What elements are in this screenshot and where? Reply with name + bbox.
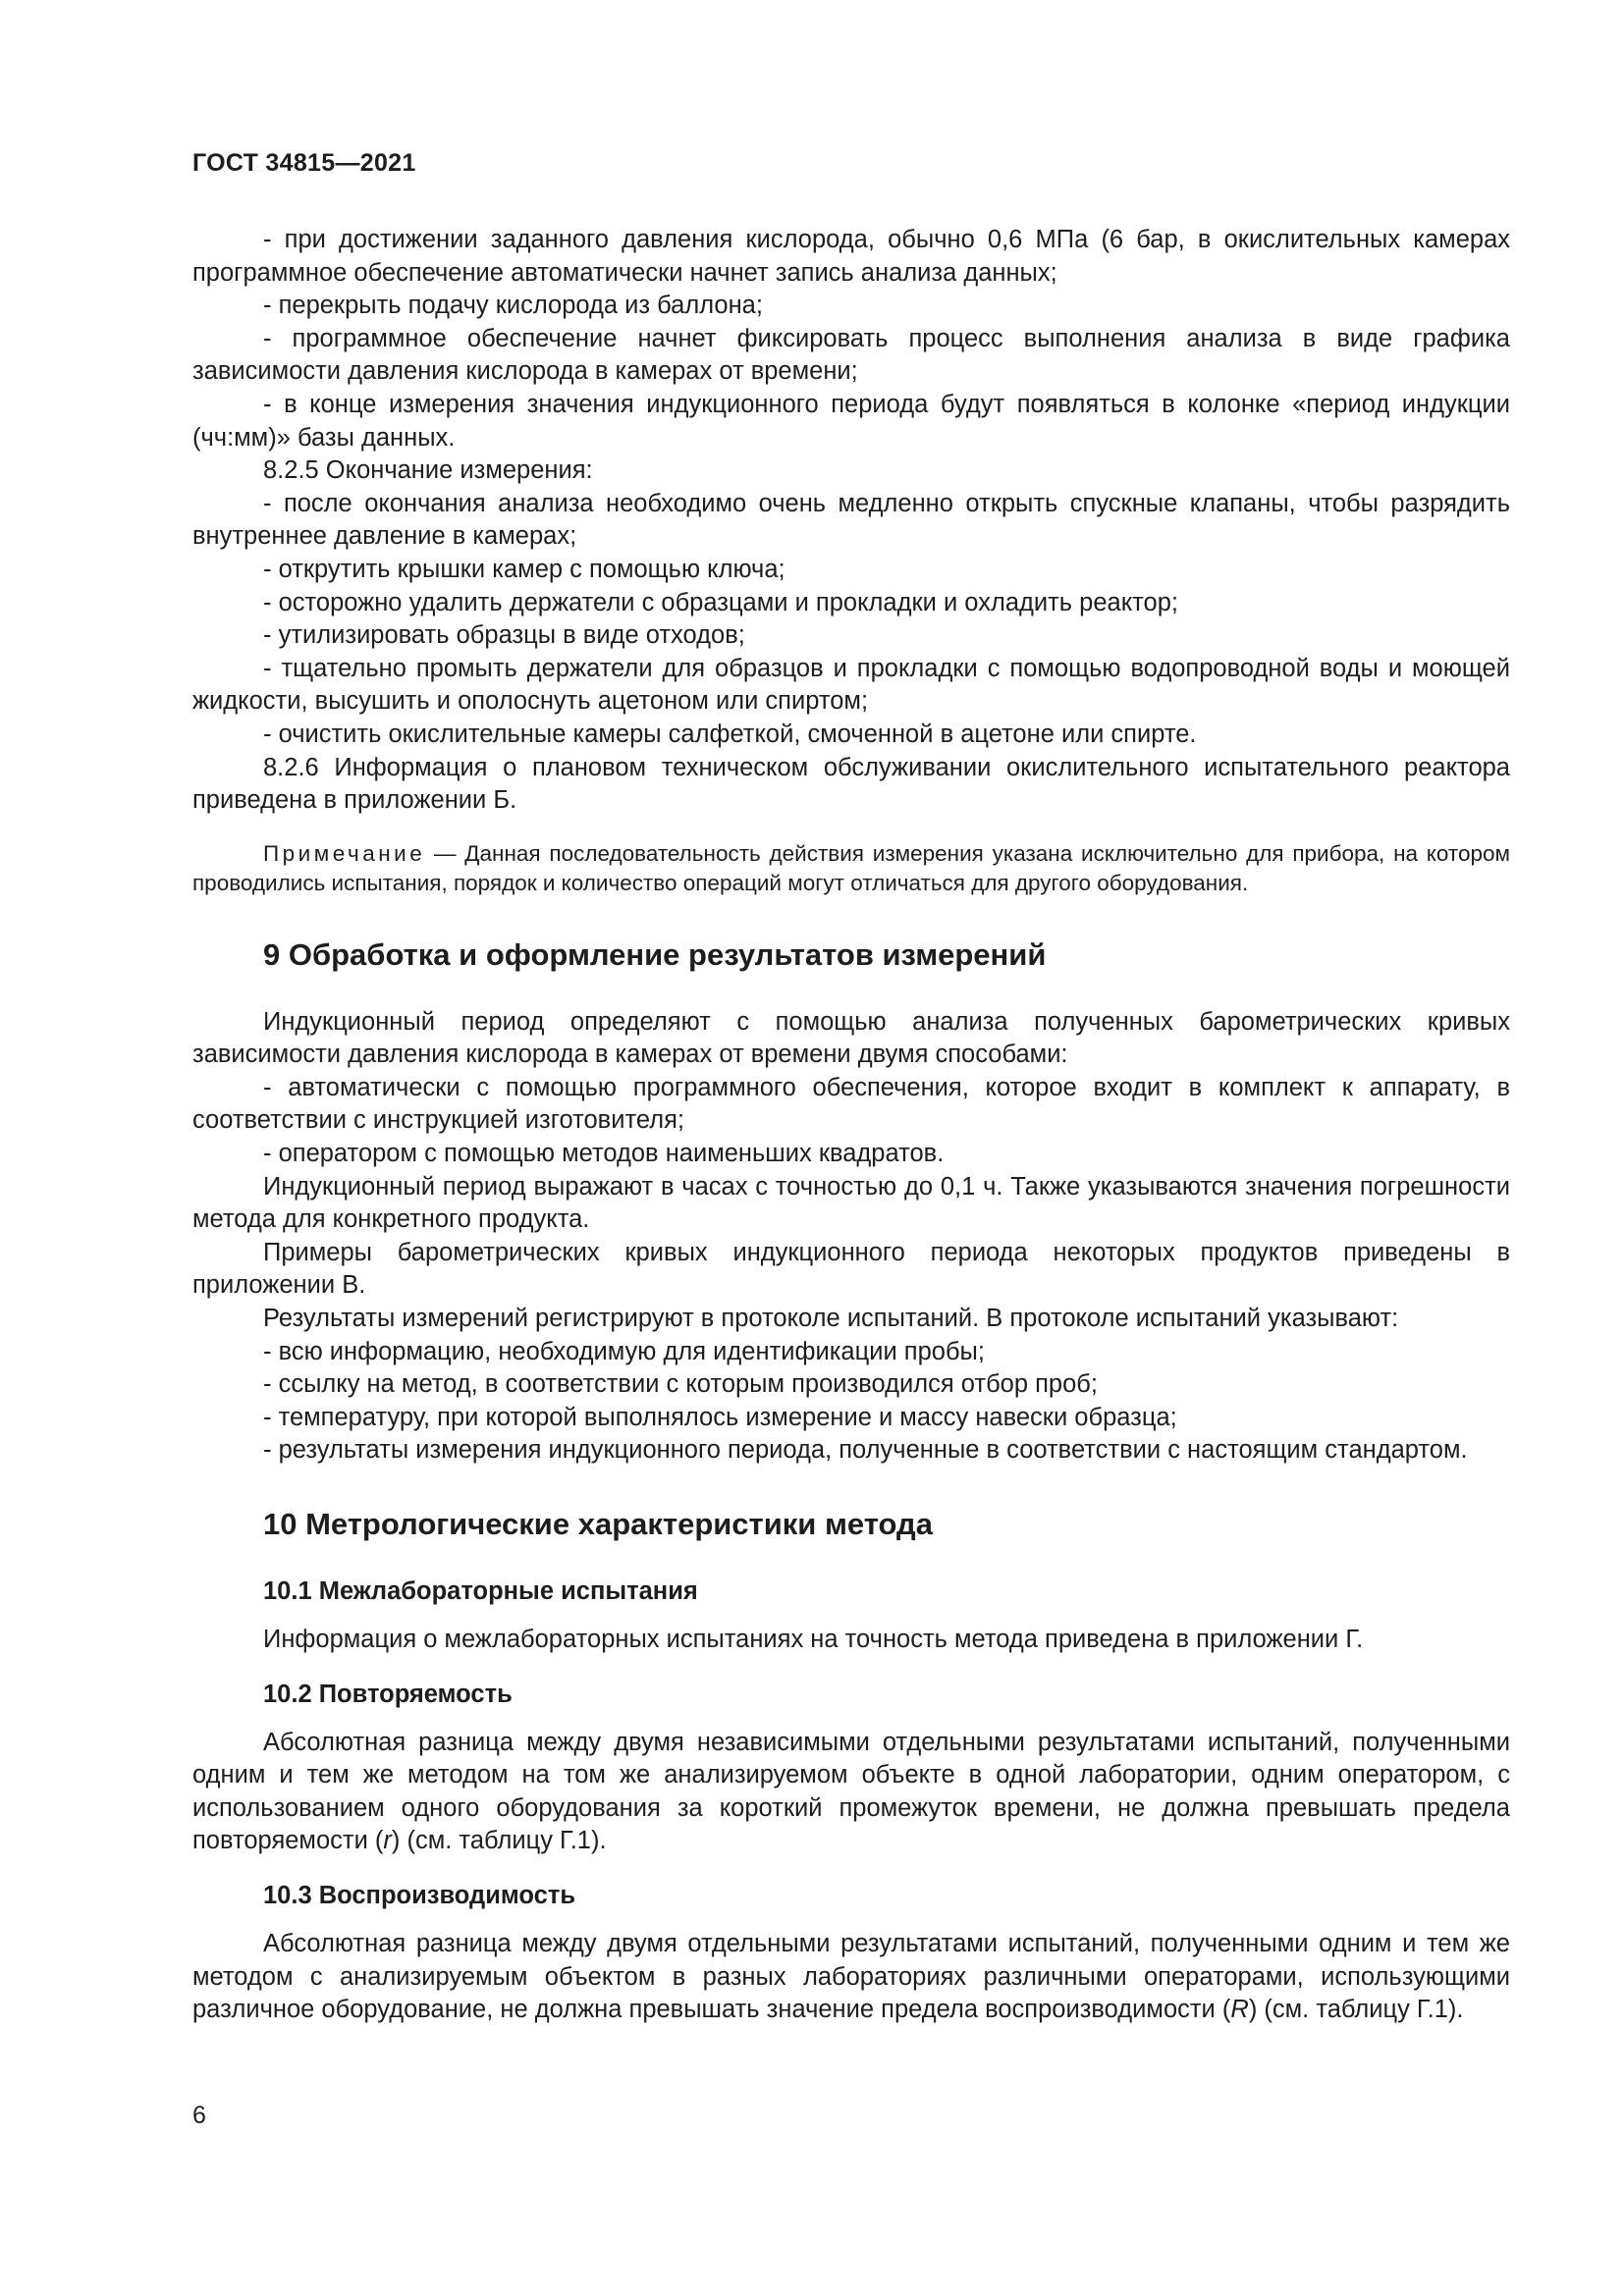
paragraph: - температуру, при которой выполнялось измерение и массу навески образца; (263, 1403, 1177, 1431)
symbol-R: R (1230, 1996, 1249, 2024)
symbol-r: r (383, 1827, 392, 1855)
paragraph: - утилизировать образцы в виде отходов; (263, 621, 745, 650)
subsection-10-1-title: 10.1 Межлабораторные испытания (263, 1577, 698, 1605)
paragraph: - программное обеспечение начнет фиксировать процесс выполнения анализа в виде графика зависимости давления кислорода в камерах от времени; (192, 324, 1510, 386)
page-number: 6 (192, 2102, 206, 2129)
paragraph: - результаты измерения индукционного периода, полученные в соответствии с настоящим стандартом. (263, 1436, 1468, 1465)
subsection-10-2-title: 10.2 Повторяемость (263, 1680, 513, 1708)
paragraph: Информация о межлабораторных испытаниях на точность метода приведена в приложении Г. (263, 1626, 1364, 1653)
paragraph: - в конце измерения значения индукционного периода будут появляться в колонке «период индукции (чч:мм)» базы данных. (192, 390, 1510, 452)
paragraph: - всю информацию, необходимую для идентификации пробы; (263, 1337, 985, 1365)
text-span: ) (см. таблицу Г.1). (1248, 1996, 1464, 2024)
paragraph: - тщательно промыть держатели для образцов и прокладки с помощью водопроводной воды и моющей жидкости, высушить и ополоснуть ацетоном или спиртом; (192, 654, 1510, 716)
paragraph: - осторожно удалить держатели с образцами и прокладки и охладить реактор; (263, 588, 1179, 616)
section-10-title: 10 Метрологические характеристики метода (263, 1507, 933, 1541)
note (192, 839, 1510, 898)
clause-8-2-5: 8.2.5 Окончание измерения: (263, 456, 593, 485)
text-span: Абсолютная разница между двумя независимыми отдельными результатами испытаний, полученными одним и тем же методом на том же анализируемом объекте в одной лаборатории, одним оператором, с использованием одного оборудования за короткий промежуток времени, не должна превышать предела повторяемости ( (192, 1728, 1510, 1855)
paragraph: Примеры барометрических кривых индукционного периода некоторых продуктов приведены в приложении В. (192, 1238, 1510, 1300)
paragraph: - ссылку на метод, в соответствии с которым производился отбор проб; (263, 1370, 1098, 1399)
paragraph: - после окончания анализа необходимо очень медленно открыть спускные клапаны, чтобы разрядить внутреннее давление в камерах; (192, 489, 1510, 551)
subsection-10-3-title: 10.3 Воспроизводимость (263, 1881, 576, 1909)
paragraph (192, 1928, 1510, 2027)
paragraph: Результаты измерений регистрируют в протоколе испытаний. В протоколе испытаний указывают: (263, 1305, 1399, 1333)
paragraph: - перекрыть подачу кислорода из баллона; (263, 292, 763, 320)
note-label: Примечание (263, 840, 426, 866)
paragraph: Индукционный период выражают в часах с точностью до 0,1 ч. Также указываются значения погрешности метода для конкретного продукта. (192, 1172, 1510, 1234)
paragraph: - автоматически с помощью программного обеспечения, которое входит в комплект к аппарату, в соответствии с инструкцией изготовителя; (192, 1073, 1510, 1135)
clause-8-2-6: 8.2.6 Информация о плановом техническом обслуживании окислительного испытательного реактора приведена в приложении Б. (192, 753, 1510, 815)
paragraph: - при достижении заданного давления кислорода, обычно 0,6 МПа (6 бар, в окислительных камерах программное обеспечение автоматически начнет запись анализа данных; (192, 226, 1510, 287)
section-10 (192, 1505, 1510, 2027)
paragraph: - открутить крышки камер с помощью ключа; (263, 555, 785, 583)
paragraph: Индукционный период определяют с помощью анализа полученных барометрических кривых зависимости давления кислорода в камерах от времени двумя способами: (192, 1007, 1510, 1069)
note-text: — Данная последовательность действия измерения указана исключительно для прибора, на котором проводились испытания, порядок и количество операций могут отличаться для другого оборудования. (192, 840, 1510, 895)
section-9-title: 9 Обработка и оформление результатов измерений (263, 936, 1047, 972)
paragraph: - оператором с помощью методов наименьших квадратов. (263, 1140, 945, 1168)
text-span: ) (см. таблицу Г.1). (391, 1827, 607, 1855)
paragraph (192, 1727, 1510, 1858)
section-9 (192, 935, 1510, 1468)
text-span: Абсолютная разница между двумя отдельными результатами испытаний, полученными одним и тем же методом с анализируемым объектом в разных лабораториях различными операторами, использующими различное оборудование, не должна превышать значение предела воспроизводимости ( (192, 1929, 1510, 2024)
page-content (192, 224, 1510, 2027)
document-header-id: ГОСТ 34815—2021 (192, 149, 416, 177)
paragraph: - очистить окислительные камеры салфеткой, смоченной в ацетоне или спирте. (263, 720, 1197, 748)
section-8-continuation (192, 224, 1510, 898)
